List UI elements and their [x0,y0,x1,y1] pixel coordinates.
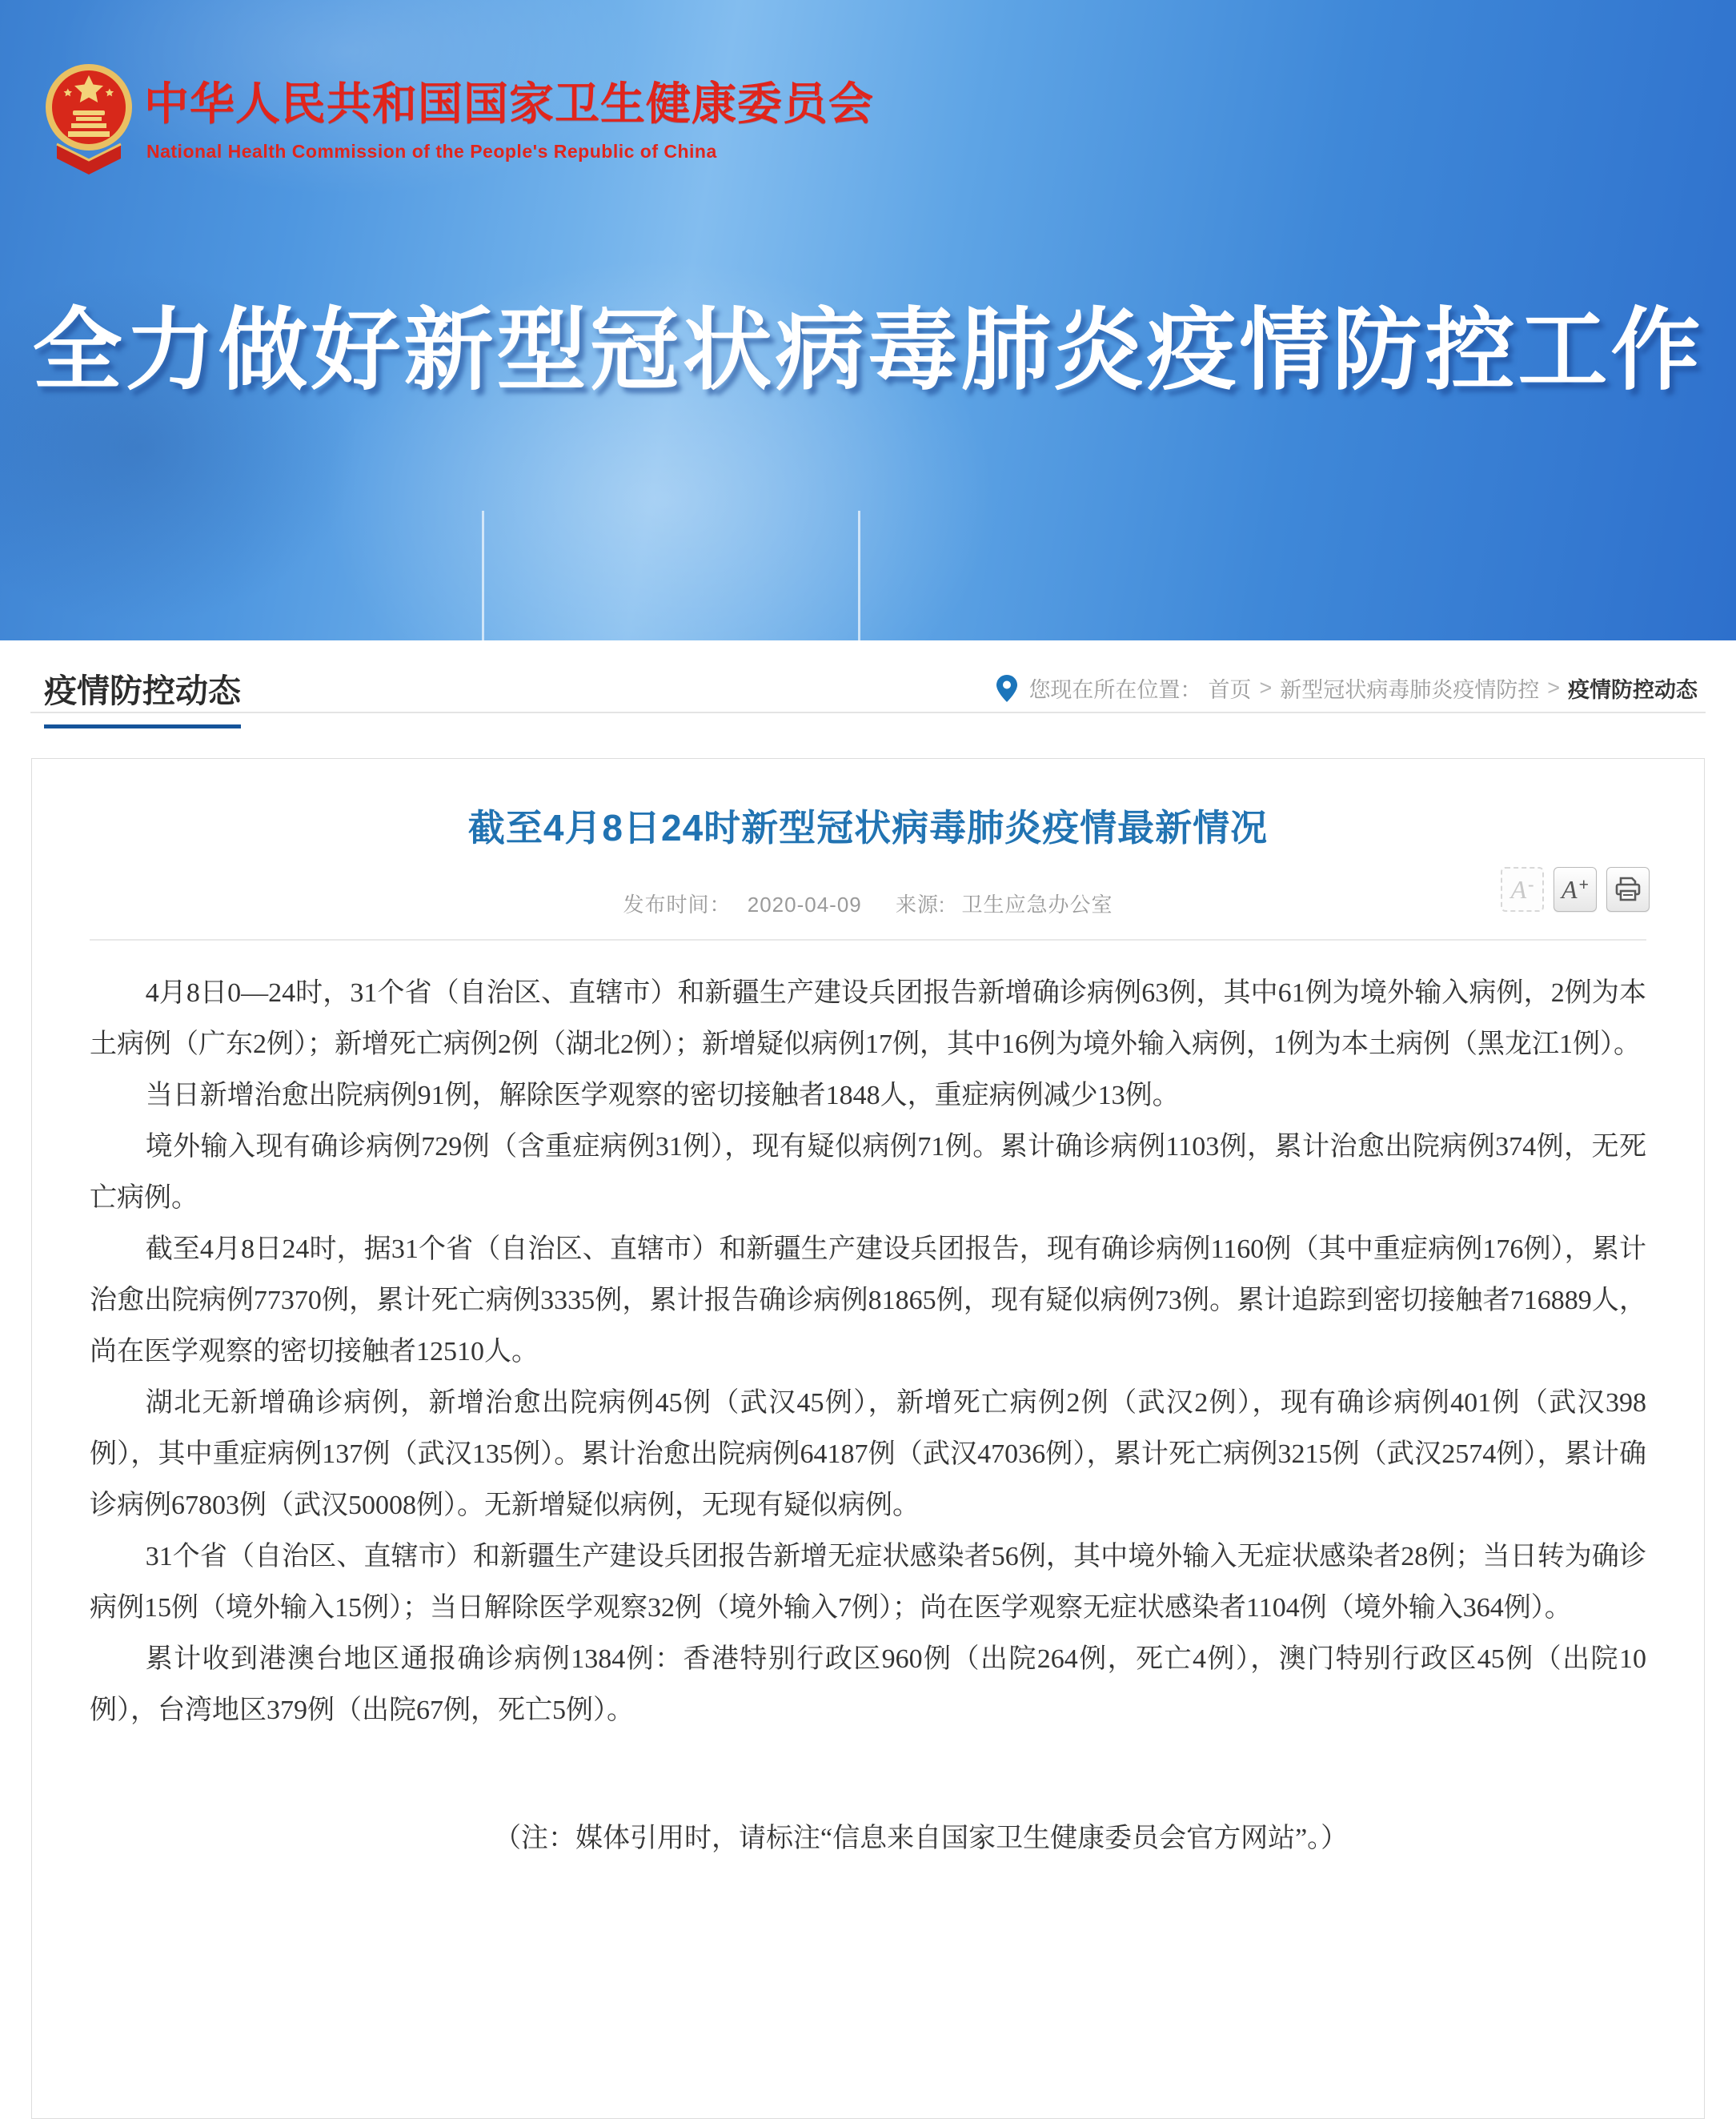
paragraph: 境外输入现有确诊病例729例（含重症病例31例），现有疑似病例71例。累计确诊病例1103例，累计治愈出院病例374例，无死亡病例。 [90,1132,1646,1213]
section-bar [0,640,1736,758]
site-title: 中华人民共和国国家卫生健康委员会 [144,78,874,129]
publish-time-label: 发布时间： [623,893,732,917]
paragraph: 31个省（自治区、直辖市）和新疆生产建设兵团报告新增无症状感染者56例，其中境外输入无症状感染者28例；当日转为确诊病例15例（境外输入15例）；当日解除医学观察32例（境外输入7例）；尚在医学观察无症状感染者1104例（境外输入364例）。 [90,1542,1646,1623]
breadcrumb [996,672,1698,704]
breadcrumb-separator: > [1547,676,1560,700]
ecg-line-decoration [482,511,484,640]
breadcrumb-separator: > [1259,676,1273,700]
paragraph: 当日新增治愈出院病例91例，解除医学观察的密切接触者1848人，重症病例减少13例。 [145,1081,1180,1110]
national-emblem-icon [44,58,134,179]
breadcrumb-home-link[interactable]: 首页 [1208,678,1252,702]
source-value: 卫生应急办公室 [961,893,1113,917]
plus-sign: + [1578,874,1590,894]
article-title: 截至4月8日24时新型冠状病毒肺炎疫情最新情况 [467,807,1269,849]
breadcrumb-prefix: 您现在所在位置： [1028,678,1202,702]
printer-icon [1614,877,1642,902]
hero-banner [0,0,1736,640]
site-subtitle: National Health Commission of the People's Republic of China [146,141,717,162]
article-container [31,758,1705,2119]
article-meta [90,889,1646,918]
font-size-letter: A [1561,875,1578,904]
article-body [90,968,1646,1736]
ecg-line-decoration [858,511,860,640]
paragraph: 截至4月8日24时，据31个省（自治区、直辖市）和新疆生产建设兵团报告，现有确诊病例1160例（其中重症病例176例），累计治愈出院病例77370例，累计死亡病例3335例，累计报告确诊病例81865例，现有疑似病例73例。累计追踪到密切接触者716889人，尚在医学观察的密切接触者12510人。 [90,1234,1646,1367]
meta-divider [90,939,1646,941]
paragraph: 4月8日0—24时，31个省（自治区、直辖市）和新疆生产建设兵团报告新增确诊病例63例，其中61例为境外输入病例，2例为本土病例（广东2例）；新增死亡病例2例（湖北2例）；新增疑似病例17例，其中16例为境外输入病例，1例为本土病例（黑龙江1例）。 [90,978,1646,1059]
article-toolbar [1501,867,1650,912]
breadcrumb-current: 疫情防控动态 [1568,678,1698,702]
paragraph: 累计收到港澳台地区通报确诊病例1384例：香港特别行政区960例（出院264例，死亡4例），澳门特别行政区45例（出院10例），台湾地区379例（出院67例，死亡5例）。 [90,1644,1646,1725]
minus-sign: - [1528,874,1534,894]
location-pin-icon [996,675,1017,702]
divider [30,712,1706,713]
font-decrease-button[interactable] [1501,867,1544,912]
citation-note: （注：媒体引用时，请标注“信息来自国家卫生健康委员会官方网站”。） [494,1824,1349,1853]
source-label: 来源: [896,893,946,917]
paragraph: 湖北无新增确诊病例，新增治愈出院病例45例（武汉45例），新增死亡病例2例（武汉2例），现有确诊病例401例（武汉398例），其中重症病例137例（武汉135例）。累计治愈出院病例64187例（武汉47036例），累计死亡病例3215例（武汉2574例），累计确诊病例67803例（武汉50008例）。无新增疑似病例，无现有疑似病例。 [90,1388,1646,1520]
page-title: 疫情防控动态 [44,664,241,728]
breadcrumb-covid-section-link[interactable]: 新型冠状病毒肺炎疫情防控 [1280,678,1540,702]
banner-slogan: 全力做好新型冠状病毒肺炎疫情防控工作 [32,300,1704,400]
font-increase-button[interactable] [1554,867,1597,912]
publish-date: 2020-04-09 [747,893,862,917]
print-button[interactable] [1606,867,1650,912]
font-size-letter: A [1510,875,1527,904]
